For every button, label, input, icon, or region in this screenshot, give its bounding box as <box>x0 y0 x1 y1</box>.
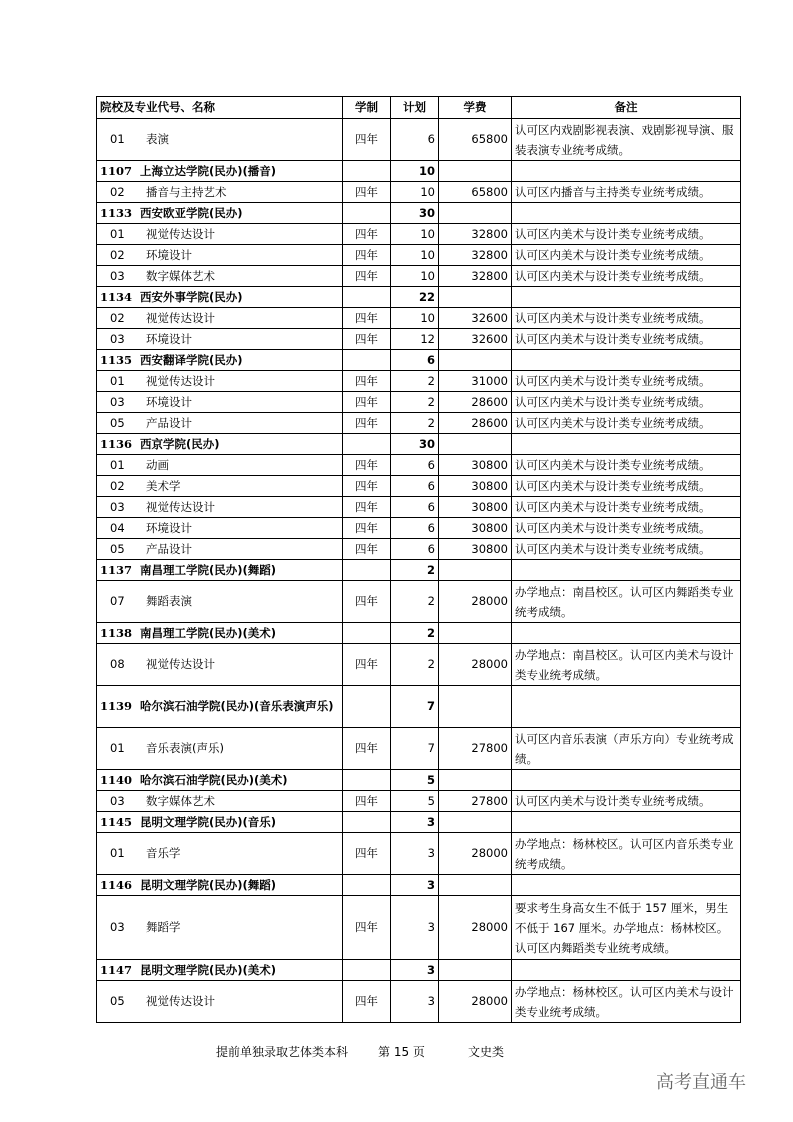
school-row <box>97 623 741 644</box>
watermark: 高考直通车 <box>656 1072 746 1093</box>
major-remark: 认可区内戏剧影视表演、戏剧影视导演、服装表演专业统考成绩。 <box>512 119 741 161</box>
header-name: 院校及专业代号、名称 <box>97 97 343 119</box>
major-row <box>97 728 741 770</box>
major-code: 03 <box>110 499 125 514</box>
major-plan: 10 <box>391 245 439 266</box>
school-name: 上海立达学院(民办)(播音) <box>140 163 277 178</box>
school-years-cell <box>343 203 391 224</box>
major-remark: 认可区内音乐表演（声乐方向）专业统考成绩。 <box>512 728 741 770</box>
major-row <box>97 539 741 560</box>
school-name-cell <box>97 161 343 182</box>
major-name: 环境设计 <box>146 247 192 262</box>
major-row <box>97 308 741 329</box>
major-plan: 10 <box>391 266 439 287</box>
major-name: 环境设计 <box>146 331 192 346</box>
school-years-cell <box>343 161 391 182</box>
major-plan: 10 <box>391 308 439 329</box>
major-name: 视觉传达设计 <box>146 657 215 671</box>
major-name: 美术学 <box>146 478 181 493</box>
major-name: 视觉传达设计 <box>146 226 215 241</box>
major-row <box>97 896 741 960</box>
major-remark: 认可区内美术与设计类专业统考成绩。 <box>512 308 741 329</box>
major-row <box>97 791 741 812</box>
school-row <box>97 812 741 833</box>
school-row <box>97 770 741 791</box>
major-fee: 28600 <box>439 392 512 413</box>
major-remark: 办学地点：杨林校区。认可区内音乐类专业统考成绩。 <box>512 833 741 875</box>
major-plan: 6 <box>391 476 439 497</box>
major-remark: 认可区内美术与设计类专业统考成绩。 <box>512 266 741 287</box>
major-years: 四年 <box>343 245 391 266</box>
admission-plan-table <box>96 96 741 1023</box>
major-row <box>97 392 741 413</box>
school-years-cell <box>343 623 391 644</box>
school-name: 南昌理工学院(民办)(美术) <box>140 625 277 640</box>
school-code: 1146 <box>100 877 133 892</box>
school-name-cell <box>97 203 343 224</box>
school-remark-cell <box>512 686 741 728</box>
major-fee: 28000 <box>439 981 512 1023</box>
school-name-cell <box>97 770 343 791</box>
school-plan: 30 <box>391 434 439 455</box>
school-years-cell <box>343 434 391 455</box>
major-code: 03 <box>110 793 125 808</box>
major-plan: 6 <box>391 119 439 161</box>
major-fee: 28000 <box>439 581 512 623</box>
major-plan: 10 <box>391 182 439 203</box>
major-code: 03 <box>110 920 125 934</box>
major-years: 四年 <box>343 476 391 497</box>
major-remark: 办学地点：杨林校区。认可区内美术与设计类专业统考成绩。 <box>512 981 741 1023</box>
school-name: 昆明文理学院(民办)(音乐) <box>140 814 277 829</box>
major-fee: 65800 <box>439 119 512 161</box>
major-name: 播音与主持艺术 <box>146 184 227 199</box>
major-plan: 3 <box>391 896 439 960</box>
footer-left-text: 提前单独录取艺体类本科 <box>216 1045 349 1059</box>
school-fee-cell <box>439 623 512 644</box>
school-row <box>97 161 741 182</box>
major-fee: 28600 <box>439 413 512 434</box>
major-row <box>97 981 741 1023</box>
major-code: 03 <box>110 331 125 346</box>
major-years: 四年 <box>343 224 391 245</box>
major-code: 08 <box>110 657 125 671</box>
major-code: 02 <box>110 478 125 493</box>
major-name-cell <box>97 119 343 161</box>
major-years: 四年 <box>343 413 391 434</box>
major-name-cell <box>97 182 343 203</box>
major-name-cell <box>97 245 343 266</box>
school-plan: 7 <box>391 686 439 728</box>
school-remark-cell <box>512 770 741 791</box>
major-years: 四年 <box>343 981 391 1023</box>
major-row <box>97 833 741 875</box>
major-code: 01 <box>110 846 125 860</box>
major-name-cell <box>97 392 343 413</box>
school-name-cell <box>97 812 343 833</box>
table-header-row <box>97 97 741 119</box>
school-row <box>97 434 741 455</box>
major-name: 舞蹈学 <box>146 920 181 934</box>
major-name: 视觉传达设计 <box>146 499 215 514</box>
major-remark: 认可区内美术与设计类专业统考成绩。 <box>512 371 741 392</box>
school-remark-cell <box>512 287 741 308</box>
school-fee-cell <box>439 875 512 896</box>
major-fee: 32600 <box>439 329 512 350</box>
major-plan: 3 <box>391 981 439 1023</box>
header-plan: 计划 <box>391 97 439 119</box>
school-fee-cell <box>439 770 512 791</box>
major-fee: 28000 <box>439 833 512 875</box>
major-years: 四年 <box>343 581 391 623</box>
major-remark: 要求考生身高女生不低于 157 厘米，男生不低于 167 厘米。办学地点：杨林校区。认可区内舞蹈类专业统考成绩。 <box>512 896 741 960</box>
major-row <box>97 497 741 518</box>
major-name: 音乐表演(声乐) <box>146 741 224 755</box>
major-plan: 2 <box>391 413 439 434</box>
major-plan: 3 <box>391 833 439 875</box>
major-fee: 30800 <box>439 476 512 497</box>
school-name: 西安外事学院(民办) <box>140 289 243 304</box>
major-name-cell <box>97 329 343 350</box>
major-name: 产品设计 <box>146 541 192 556</box>
major-name-cell <box>97 476 343 497</box>
school-code: 1137 <box>100 562 133 577</box>
major-remark: 办学地点：南昌校区。认可区内美术与设计类专业统考成绩。 <box>512 644 741 686</box>
major-name: 数字媒体艺术 <box>146 793 215 808</box>
major-name: 音乐学 <box>146 846 181 860</box>
major-code: 03 <box>110 268 125 283</box>
major-fee: 32800 <box>439 224 512 245</box>
school-name-cell <box>97 350 343 371</box>
major-row <box>97 329 741 350</box>
major-row <box>97 371 741 392</box>
major-remark: 认可区内美术与设计类专业统考成绩。 <box>512 392 741 413</box>
major-code: 03 <box>110 394 125 409</box>
school-remark-cell <box>512 623 741 644</box>
major-remark: 认可区内美术与设计类专业统考成绩。 <box>512 245 741 266</box>
header-fee: 学费 <box>439 97 512 119</box>
major-name-cell <box>97 497 343 518</box>
school-code: 1147 <box>100 962 133 977</box>
major-row <box>97 266 741 287</box>
school-name-cell <box>97 960 343 981</box>
school-years-cell <box>343 812 391 833</box>
header-remark: 备注 <box>512 97 741 119</box>
school-fee-cell <box>439 350 512 371</box>
major-code: 05 <box>110 415 125 430</box>
school-name-cell <box>97 560 343 581</box>
major-years: 四年 <box>343 392 391 413</box>
school-code: 1133 <box>100 205 133 220</box>
major-remark: 认可区内美术与设计类专业统考成绩。 <box>512 518 741 539</box>
major-name-cell <box>97 518 343 539</box>
major-years: 四年 <box>343 455 391 476</box>
major-fee: 28000 <box>439 896 512 960</box>
major-row <box>97 182 741 203</box>
school-name: 昆明文理学院(民办)(美术) <box>140 962 277 977</box>
school-years-cell <box>343 875 391 896</box>
school-name: 西安欧亚学院(民办) <box>140 205 243 220</box>
major-row <box>97 119 741 161</box>
major-years: 四年 <box>343 308 391 329</box>
major-name-cell <box>97 224 343 245</box>
major-remark: 认可区内美术与设计类专业统考成绩。 <box>512 539 741 560</box>
major-name-cell <box>97 728 343 770</box>
footer-page-number: 第 15 页 <box>378 1045 425 1059</box>
school-name-cell <box>97 287 343 308</box>
major-years: 四年 <box>343 266 391 287</box>
major-name-cell <box>97 833 343 875</box>
major-code: 01 <box>110 132 125 146</box>
school-fee-cell <box>439 203 512 224</box>
school-fee-cell <box>439 560 512 581</box>
major-code: 01 <box>110 457 125 472</box>
school-plan: 6 <box>391 350 439 371</box>
school-code: 1134 <box>100 289 133 304</box>
major-code: 05 <box>110 541 125 556</box>
major-remark: 认可区内美术与设计类专业统考成绩。 <box>512 497 741 518</box>
major-name-cell <box>97 455 343 476</box>
school-remark-cell <box>512 960 741 981</box>
school-plan: 3 <box>391 875 439 896</box>
school-remark-cell <box>512 161 741 182</box>
major-name-cell <box>97 896 343 960</box>
major-remark: 认可区内美术与设计类专业统考成绩。 <box>512 413 741 434</box>
major-fee: 27800 <box>439 728 512 770</box>
school-years-cell <box>343 560 391 581</box>
footer-category: 文史类 <box>468 1045 505 1059</box>
major-name: 数字媒体艺术 <box>146 268 215 283</box>
major-name: 环境设计 <box>146 520 192 535</box>
major-row <box>97 224 741 245</box>
school-name: 西京学院(民办) <box>140 436 220 451</box>
major-fee: 32600 <box>439 308 512 329</box>
school-fee-cell <box>439 161 512 182</box>
major-plan: 7 <box>391 728 439 770</box>
major-row <box>97 518 741 539</box>
major-years: 四年 <box>343 896 391 960</box>
school-name-cell <box>97 434 343 455</box>
major-code: 02 <box>110 184 125 199</box>
school-plan: 3 <box>391 960 439 981</box>
major-code: 05 <box>110 994 125 1008</box>
major-fee: 32800 <box>439 245 512 266</box>
major-years: 四年 <box>343 371 391 392</box>
major-name-cell <box>97 791 343 812</box>
school-plan: 30 <box>391 203 439 224</box>
school-row <box>97 287 741 308</box>
header-years: 学制 <box>343 97 391 119</box>
major-plan: 6 <box>391 539 439 560</box>
school-years-cell <box>343 686 391 728</box>
school-plan: 10 <box>391 161 439 182</box>
school-name: 哈尔滨石油学院(民办)(音乐表演声乐) <box>140 699 334 713</box>
major-fee: 27800 <box>439 791 512 812</box>
major-remark: 认可区内美术与设计类专业统考成绩。 <box>512 476 741 497</box>
major-name: 产品设计 <box>146 415 192 430</box>
school-remark-cell <box>512 560 741 581</box>
major-fee: 30800 <box>439 497 512 518</box>
major-fee: 32800 <box>439 266 512 287</box>
major-plan: 2 <box>391 371 439 392</box>
major-years: 四年 <box>343 728 391 770</box>
school-row <box>97 350 741 371</box>
school-plan: 2 <box>391 560 439 581</box>
school-code: 1138 <box>100 625 133 640</box>
school-row <box>97 686 741 728</box>
major-remark: 认可区内美术与设计类专业统考成绩。 <box>512 455 741 476</box>
major-years: 四年 <box>343 329 391 350</box>
major-row <box>97 476 741 497</box>
school-name: 西安翻译学院(民办) <box>140 352 243 367</box>
school-remark-cell <box>512 203 741 224</box>
major-code: 02 <box>110 310 125 325</box>
major-fee: 65800 <box>439 182 512 203</box>
major-name: 视觉传达设计 <box>146 994 215 1008</box>
major-name-cell <box>97 644 343 686</box>
major-plan: 2 <box>391 644 439 686</box>
school-fee-cell <box>439 960 512 981</box>
school-years-cell <box>343 770 391 791</box>
major-plan: 12 <box>391 329 439 350</box>
school-remark-cell <box>512 875 741 896</box>
major-code: 01 <box>110 226 125 241</box>
school-code: 1140 <box>100 772 133 787</box>
major-code: 01 <box>110 741 125 755</box>
school-plan: 3 <box>391 812 439 833</box>
major-name-cell <box>97 539 343 560</box>
major-fee: 28000 <box>439 644 512 686</box>
school-years-cell <box>343 350 391 371</box>
major-row <box>97 413 741 434</box>
major-name-cell <box>97 981 343 1023</box>
major-code: 01 <box>110 373 125 388</box>
school-years-cell <box>343 960 391 981</box>
major-name-cell <box>97 266 343 287</box>
major-row <box>97 245 741 266</box>
major-fee: 30800 <box>439 539 512 560</box>
major-plan: 6 <box>391 497 439 518</box>
major-plan: 6 <box>391 455 439 476</box>
school-years-cell <box>343 287 391 308</box>
major-remark: 认可区内美术与设计类专业统考成绩。 <box>512 224 741 245</box>
major-years: 四年 <box>343 539 391 560</box>
school-code: 1136 <box>100 436 133 451</box>
major-remark: 认可区内美术与设计类专业统考成绩。 <box>512 329 741 350</box>
school-remark-cell <box>512 434 741 455</box>
major-years: 四年 <box>343 497 391 518</box>
major-name: 环境设计 <box>146 394 192 409</box>
major-name: 视觉传达设计 <box>146 373 215 388</box>
school-row <box>97 203 741 224</box>
major-code: 07 <box>110 594 125 608</box>
major-plan: 6 <box>391 518 439 539</box>
school-fee-cell <box>439 434 512 455</box>
major-code: 02 <box>110 247 125 262</box>
major-name: 动画 <box>146 457 169 472</box>
school-name: 昆明文理学院(民办)(舞蹈) <box>140 877 277 892</box>
major-remark: 认可区内播音与主持类专业统考成绩。 <box>512 182 741 203</box>
school-code: 1139 <box>100 699 133 713</box>
major-fee: 30800 <box>439 518 512 539</box>
major-row <box>97 455 741 476</box>
school-row <box>97 875 741 896</box>
major-years: 四年 <box>343 833 391 875</box>
major-name-cell <box>97 581 343 623</box>
school-name-cell <box>97 875 343 896</box>
school-code: 1135 <box>100 352 133 367</box>
school-plan: 22 <box>391 287 439 308</box>
major-years: 四年 <box>343 644 391 686</box>
major-name: 舞蹈表演 <box>146 594 192 608</box>
school-fee-cell <box>439 287 512 308</box>
school-plan: 5 <box>391 770 439 791</box>
school-remark-cell <box>512 812 741 833</box>
major-code: 04 <box>110 520 125 535</box>
school-code: 1107 <box>100 163 133 178</box>
major-name-cell <box>97 308 343 329</box>
major-fee: 31000 <box>439 371 512 392</box>
major-fee: 30800 <box>439 455 512 476</box>
major-name-cell <box>97 371 343 392</box>
school-fee-cell <box>439 686 512 728</box>
major-plan: 2 <box>391 392 439 413</box>
school-fee-cell <box>439 812 512 833</box>
major-name-cell <box>97 413 343 434</box>
school-code: 1145 <box>100 814 133 829</box>
major-remark: 认可区内美术与设计类专业统考成绩。 <box>512 791 741 812</box>
school-name: 哈尔滨石油学院(民办)(美术) <box>140 772 288 787</box>
school-row <box>97 560 741 581</box>
major-name: 表演 <box>146 132 169 146</box>
major-name: 视觉传达设计 <box>146 310 215 325</box>
school-name-cell <box>97 686 343 728</box>
school-plan: 2 <box>391 623 439 644</box>
major-plan: 10 <box>391 224 439 245</box>
school-name: 南昌理工学院(民办)(舞蹈) <box>140 562 277 577</box>
major-plan: 5 <box>391 791 439 812</box>
major-years: 四年 <box>343 182 391 203</box>
major-remark: 办学地点：南昌校区。认可区内舞蹈类专业统考成绩。 <box>512 581 741 623</box>
major-years: 四年 <box>343 119 391 161</box>
school-remark-cell <box>512 350 741 371</box>
major-years: 四年 <box>343 518 391 539</box>
major-row <box>97 644 741 686</box>
school-row <box>97 960 741 981</box>
major-years: 四年 <box>343 791 391 812</box>
major-row <box>97 581 741 623</box>
school-name-cell <box>97 623 343 644</box>
major-plan: 2 <box>391 581 439 623</box>
